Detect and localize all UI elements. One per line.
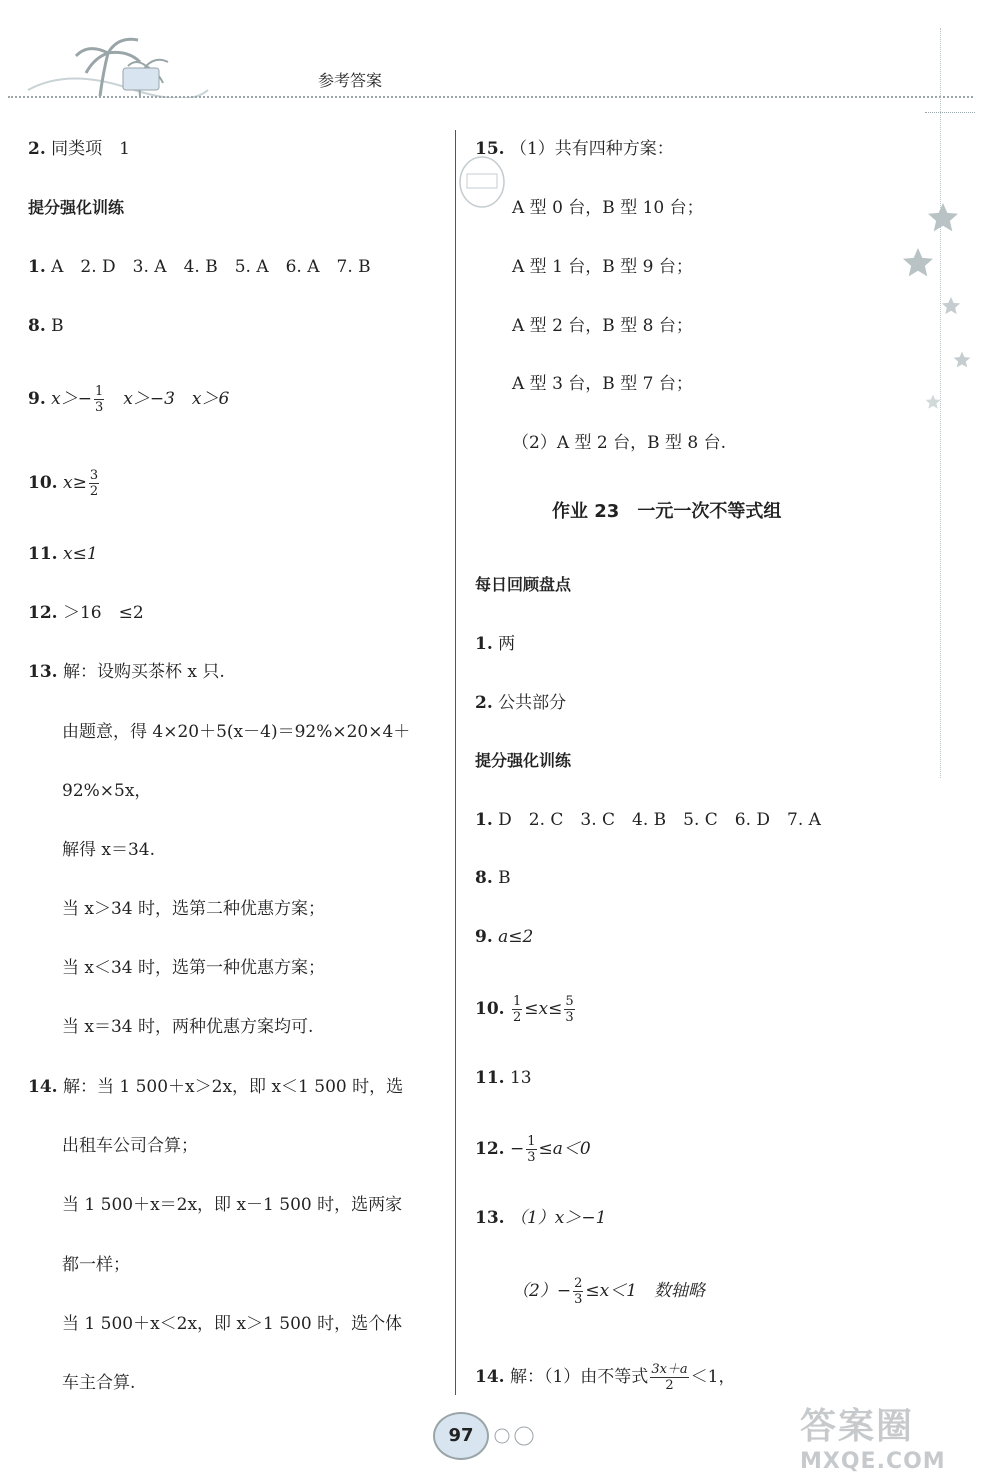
item-number: 8. (475, 868, 493, 888)
answer-line (475, 1066, 532, 1090)
header-decoration (8, 28, 218, 98)
denominator: 3 (565, 1010, 574, 1025)
fraction (650, 1362, 688, 1393)
answer-line: A 型 3 台，B 型 7 台； (512, 374, 693, 394)
denominator: 2 (89, 484, 99, 499)
denominator: 3 (527, 1150, 536, 1165)
answer-line (28, 542, 98, 566)
answer-line (475, 808, 821, 832)
answer-text: 公共部分 (498, 693, 567, 713)
numerator: 1 (95, 384, 104, 399)
numerator: 1 (527, 1134, 536, 1149)
fraction (573, 1276, 583, 1307)
section-heading: 提分强化训练 (28, 198, 125, 217)
answer-line: A 型 1 台，B 型 9 台； (512, 257, 693, 277)
fraction (564, 994, 574, 1025)
numerator: 3 (89, 468, 99, 483)
answer-line (28, 601, 144, 625)
answer-line (475, 866, 511, 890)
watermark (800, 1398, 990, 1478)
answer-line: A 型 2 台，B 型 8 台； (512, 316, 693, 336)
item-number: 9. (28, 389, 46, 409)
answer-text: a≤2 (498, 927, 534, 947)
item-number: 8. (28, 316, 46, 336)
denominator: 3 (574, 1292, 583, 1307)
answer-line: A 型 0 台，B 型 10 台； (512, 198, 704, 218)
answer-text: x≥ (62, 473, 87, 493)
answer-line: 当 1 500＋x＜2x，即 x＞1 500 时，选个体 (62, 1314, 403, 1334)
stamp-icon (457, 152, 507, 212)
answer-text: x≤1 (62, 544, 98, 564)
answer-line (28, 468, 101, 499)
answer-text: 解：（1）由不等式 (509, 1367, 649, 1387)
fraction (526, 1134, 536, 1165)
item-number: 1. (475, 810, 493, 830)
answer-text: ＞16 ≤2 (62, 603, 144, 623)
item-number: 15. (475, 139, 505, 159)
section-title: 作业 23 一元一次不等式组 (552, 501, 782, 522)
answer-line (475, 1362, 736, 1393)
answer-line: 出租车公司合算； (62, 1136, 198, 1156)
item-number: 14. (475, 1367, 505, 1387)
page-dots (490, 1425, 550, 1451)
star-icon (940, 295, 962, 317)
answer-line (28, 255, 371, 279)
item-number: 2. (28, 139, 46, 159)
answer-text: （1）共有四种方案： (509, 139, 674, 159)
numerator: 2 (574, 1276, 583, 1291)
section-heading: 提分强化训练 (475, 751, 572, 770)
palm-tree-logo (8, 28, 218, 98)
fraction (89, 468, 99, 499)
answer-text: ＜1， (690, 1367, 736, 1387)
item-number: 13. (475, 1208, 505, 1228)
answer-text: 13 (509, 1068, 532, 1088)
column-divider (455, 130, 456, 1395)
answer-text: ≤a＜0 (538, 1139, 591, 1159)
star-icon (925, 200, 961, 236)
answer-line (475, 691, 566, 715)
watermark-logo-text: 答案圈 (800, 1406, 915, 1447)
answer-text: x＞− (51, 389, 92, 409)
item-number: 12. (28, 603, 58, 623)
item-number: 1. (475, 634, 493, 654)
answer-line: 解得 x＝34. (62, 840, 156, 860)
answer-line (28, 660, 225, 684)
denominator: 3 (95, 400, 104, 415)
answer-line: 当 1 500＋x＝2x，即 x－1 500 时，选两家 (62, 1195, 403, 1215)
answer-line: 当 x＜34 时，选第一种优惠方案； (62, 958, 326, 978)
answer-line (28, 314, 64, 338)
item-number: 13. (28, 662, 58, 682)
watermark-domain: MXQE.COM (800, 1449, 946, 1474)
answer-line (475, 632, 515, 656)
answer-line (475, 1134, 591, 1165)
header-title: 参考答案 (318, 71, 383, 90)
answer-text: （1）x＞−1 (509, 1208, 607, 1228)
page-number: 97 (448, 1425, 474, 1446)
circle-icon (490, 1425, 550, 1447)
answer-text: A 2. D 3. A 4. B 5. A 6. A 7. B (51, 257, 371, 277)
star-icon (900, 245, 936, 281)
answer-text: 两 (498, 634, 516, 654)
answer-line: 由题意，得 4×20＋5(x－4)＝92%×20×4＋ (62, 722, 411, 742)
answer-text: ≤x＜1 数轴略 (585, 1281, 705, 1301)
answer-text: 解：当 1 500＋x＞2x，即 x＜1 500 时，选 (62, 1077, 404, 1097)
answer-text: D 2. C 3. C 4. B 5. C 6. D 7. A (498, 810, 821, 830)
item-number: 11. (28, 544, 58, 564)
answer-text: B (498, 868, 511, 888)
denominator: 2 (512, 1010, 522, 1025)
answer-line: 当 x＝34 时，两种优惠方案均可. (62, 1017, 314, 1037)
answer-line (28, 384, 229, 415)
answer-line (475, 1206, 606, 1230)
header-rule-right (925, 112, 975, 113)
answer-line (475, 137, 674, 161)
item-number: 1. (28, 257, 46, 277)
numerator: 5 (565, 994, 574, 1009)
item-number: 11. (475, 1068, 505, 1088)
item-number: 12. (475, 1139, 505, 1159)
answer-line (28, 137, 130, 161)
star-icon (952, 350, 972, 370)
denominator: 2 (665, 1378, 674, 1393)
answer-line (475, 925, 533, 949)
answer-line (475, 994, 577, 1025)
fraction (512, 994, 522, 1025)
item-number: 2. (475, 693, 493, 713)
item-number: 10. (28, 473, 58, 493)
numerator: 1 (512, 994, 522, 1009)
answer-text: 同类项 1 (51, 139, 130, 159)
answer-text: ≤x≤ (524, 999, 563, 1019)
item-number: 10. (475, 999, 505, 1019)
header-rule (8, 96, 973, 98)
numerator: 3x＋a (651, 1362, 688, 1377)
item-number: 9. (475, 927, 493, 947)
answer-line: 车主合算. (62, 1373, 136, 1393)
fraction (94, 384, 104, 415)
section-heading: 每日回顾盘点 (475, 575, 572, 594)
answer-text: x＞−3 x＞6 (106, 389, 230, 409)
answer-line (28, 1075, 403, 1099)
answer-line: 92%×5x， (62, 781, 152, 801)
item-number: 14. (28, 1077, 58, 1097)
page-number-badge (433, 1412, 489, 1460)
star-icon (924, 393, 942, 411)
answer-line: 都一样； (62, 1255, 130, 1275)
answer-line: （2）A 型 2 台，B 型 8 台. (512, 433, 727, 453)
answer-line: 当 x＞34 时，选第二种优惠方案； (62, 899, 326, 919)
answer-text: 解：设购买茶杯 x 只. (62, 662, 225, 682)
answer-text: （2）− (512, 1281, 572, 1301)
answer-line (512, 1276, 705, 1307)
answer-text: B (51, 316, 64, 336)
answer-text: − (509, 1139, 525, 1159)
